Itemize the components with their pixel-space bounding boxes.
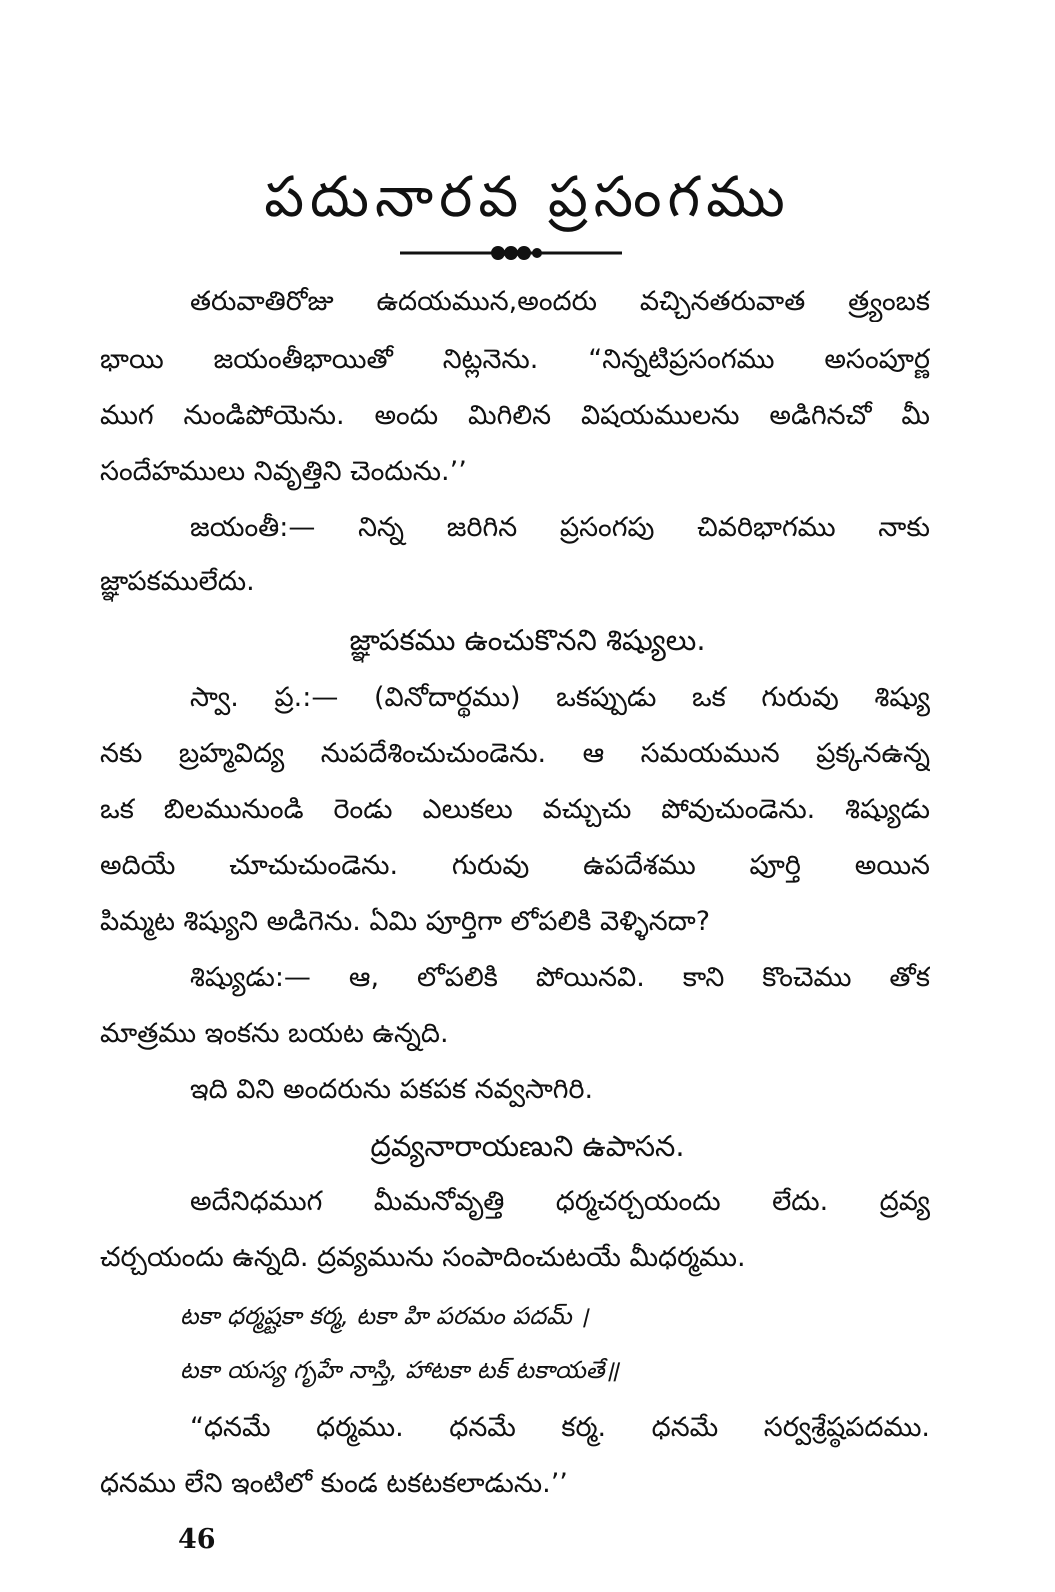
paragraph-1-line: ముగ నుండిపోయెను. అందు మిగిలిన విషయములను అడిగినచో మీ [100,400,930,431]
paragraph-4-line: శిష్యుడు:— ఆ, లోపలికి పోయినవి. కాని కొంచెము తోక [190,962,930,993]
paragraph-1-line: భాయి జయంతీభాయితో నిట్లనెను. “నిన్నటిప్రసంగము అసంపూర్ణ [100,344,930,375]
verse-line: టకా యస్య గృహే నాస్తి, హాటకా టక్ టకాయతే॥ [180,1356,619,1384]
paragraph-4-line: మాత్రము ఇంకను బయట ఉన్నది. [100,1018,449,1049]
title-ornament [400,243,622,263]
paragraph-1-line: తరువాతిరోజు ఉదయమున,అందరు వచ్చినతరువాత త్ర్యంబక [190,286,930,317]
paragraph-7-line: ధనము లేని ఇంటిలో కుండ టకటకలాడును.’’ [100,1468,568,1499]
chapter-title: పదునారవ ప్రసంగము [264,165,791,230]
paragraph-3-line: నకు బ్రహ్మవిద్య నుపదేశించుచుండెను. ఆ సమయమున ప్రక్కనఉన్న [100,738,930,769]
page-number: 46 [178,1524,216,1555]
verse-line: టకా ధర్మష్టకా కర్మ, టకా హి పరమం పదమ్ । [180,1302,589,1330]
section-heading: జ్ఞాపకము ఉంచుకొనని శిష్యులు. [349,623,706,657]
paragraph-3-line: స్వా. ప్ర.:— (వినోదార్థము) ఒకప్పుడు ఒక గురువు శిష్యు [190,682,930,713]
paragraph-6-line: అదేనిధముగ మీమనోవృత్తి ధర్మచర్చయందు లేదు. ద్రవ్య [190,1186,930,1217]
paragraph-7-line: “ధనమే ధర్మము. ధనమే కర్మ. ధనమే సర్వశ్రేష్ఠపదము. [190,1412,930,1443]
paragraph-2-line: జయంతీ:— నిన్న జరిగిన ప్రసంగపు చివరిభాగము నాకు [190,512,930,543]
paragraph-6-line: చర్చయందు ఉన్నది. ద్రవ్యమును సంపాదించుటయే మీధర్మము. [100,1242,746,1273]
paragraph-5-line: ఇది విని అందరును పకపక నవ్వసాగిరి. [190,1074,594,1105]
paragraph-1-line: సందేహములు నివృత్తిని చెందును.’’ [100,456,467,487]
section-heading: ద్రవ్యనారాయణుని ఉపాసన. [370,1129,685,1163]
paragraph-2-line: జ్ఞాపకములేదు. [100,566,255,597]
paragraph-3-line: పిమ్మట శిష్యుని అడిగెను. ఏమి పూర్తిగా లోపలికి వెళ్ళినదా? [100,906,711,937]
paragraph-3-line: అదియే చూచుచుండెను. గురువు ఉపదేశము పూర్తి అయిన [100,850,930,881]
paragraph-3-line: ఒక బిలమునుండి రెండు ఎలుకలు వచ్చుచు పోవుచుండెను. శిష్యుడు [100,794,930,825]
